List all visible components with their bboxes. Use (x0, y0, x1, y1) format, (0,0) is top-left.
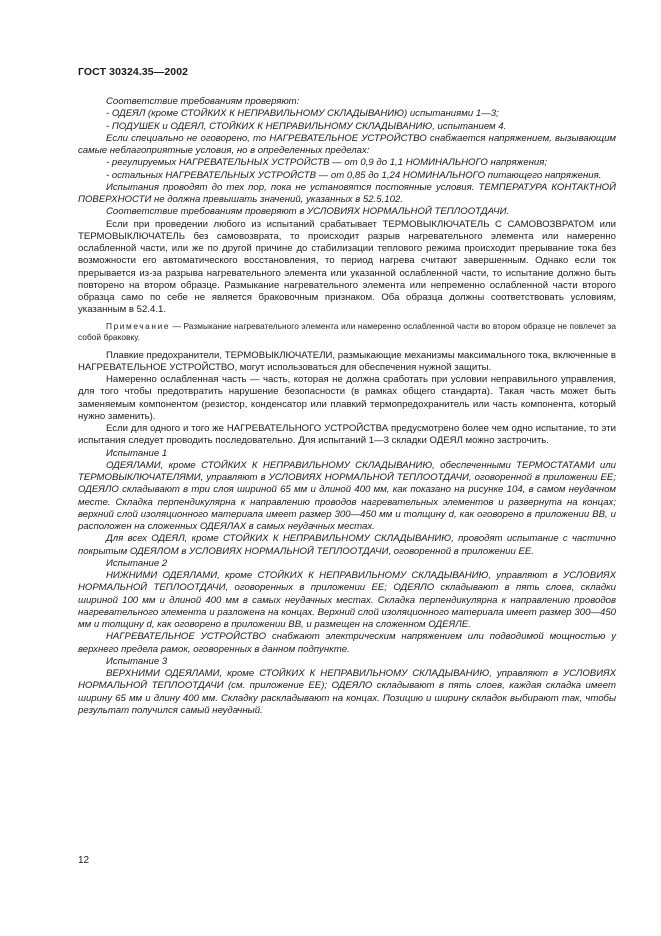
test-heading: Испытание 3 (106, 655, 168, 667)
body-text (78, 96, 616, 717)
paragraph: - регулируемых НАГРЕВАТЕЛЬНЫХ УСТРОЙСТВ — от 0,9 до 1,1 НОМИНАЛЬНОГО напряжения; (106, 157, 547, 169)
paragraph: - ПОДУШЕК и ОДЕЯЛ, СТОЙКИХ К НЕПРАВИЛЬНОМУ СКЛАДЫВАНИЮ, испытанием 4. (106, 120, 507, 132)
test-heading: Испытание 1 (106, 447, 168, 459)
note-text: — Размыкание нагревательного элемента или намеренно ослабленной части во втором образце не повлечет за собой браковку. (78, 320, 616, 343)
paragraph: Намеренно ослабленная часть — часть, которая не должна сработать при условии неправильного управления, для того чтобы предотвратить нарушение безопасности (в рамках общего стандарта). Такая часть может быть заменяемым компонентом (резистор, конденсатор или плавкий термопредохранитель или часть компонента, который нужно заменить). (78, 374, 616, 422)
page-number: 12 (78, 855, 90, 866)
paragraph: ВЕРХНИМИ ОДЕЯЛАМИ, кроме СТОЙКИХ К НЕПРАВИЛЬНОМУ СКЛАДЫВАНИЮ, управляют в УСЛОВИЯХ НОРМАЛЬНОЙ ТЕПЛООТДАЧИ (см. приложение ЕЕ); ОДЕЯЛО складывают в пять слоев, каждая складка имеет ширину 65 мм и длину 400 мм. Складку раскладывают на концах. Позицию и ширину складок выбирают так, чтобы результат получился самый неудачный. (78, 668, 616, 716)
note-label: Примечание (106, 320, 171, 331)
paragraph: Если при проведении любого из испытаний срабатывает ТЕРМОВЫКЛЮЧАТЕЛЬ С САМОВОЗВРАТОМ или ТЕРМОВЫКЛЮЧАТЕЛЬ без самовозврата, то происходит разрыв нагревательного элемента или намеренно ослабленной части, или же по другой причине до стабилизации теплового режима происходит прерывание тока без возможности его автоматического восстановления, то период нагрева считают завершенным. Однако если ток прерывается из-за разрыва нагревательного элемента или указанной ослабленной части, то испытание должно быть повторено на втором образце. Размыкание нагревательного элемента или непременно ослабленной части второго образца само по себе не является браковочным признаком. Оба образца должны соответствовать условиям, указанным в 52.4.1. (78, 218, 616, 316)
paragraph: Если специально не оговорено, то НАГРЕВАТЕЛЬНОЕ УСТРОЙСТВО снабжается напряжением, вызывающим самые неблагоприятные условия, но в определенных пределах: (78, 132, 616, 156)
test-heading: Испытание 2 (106, 557, 168, 569)
paragraph: Соответствие требованиям проверяют: (106, 96, 300, 107)
paragraph: ОДЕЯЛАМИ, кроме СТОЙКИХ К НЕПРАВИЛЬНОМУ СКЛАДЫВАНИЮ, обеспеченными ТЕРМОСТАТАМИ или ТЕРМОВЫКЛЮЧАТЕЛЯМИ, управляют в УСЛОВИЯХ НОРМАЛЬНОЙ ТЕПЛООТДАЧИ, оговоренной в приложении ЕЕ; ОДЕЯЛО складывают в три слоя шириной 65 мм и длиной 400 мм, как показано на рисунке 104, в самом неудачном месте. Складка перпендикулярна к направлению проводов нагревательных элементов и развернута на концах; верхний слой изоляционного материала имеет размер 300—450 мм и толщину d, как оговорено в приложении ВВ, и расположен на сложенных ОДЕЯЛАХ в самых неудачных местах. (78, 459, 616, 533)
standard-header: ГОСТ 30324.35—2002 (78, 66, 189, 78)
paragraph: Плавкие предохранители, ТЕРМОВЫКЛЮЧАТЕЛИ, размыкающие механизмы максимального тока, включенные в НАГРЕВАТЕЛЬНОЕ УСТРОЙСТВО, могут использоваться для обеспечения нужной защиты. (78, 349, 616, 373)
paragraph: Испытания проводят до тех пор, пока не установятся постоянные условия. ТЕМПЕРАТУРА КОНТАКТНОЙ ПОВЕРХНОСТИ не должна превышать значений, указанных в 52.5.102. (78, 181, 616, 205)
paragraph: - остальных НАГРЕВАТЕЛЬНЫХ УСТРОЙСТВ — от 0,85 до 1,24 НОМИНАЛЬНОГО питающего напряжения. (106, 169, 602, 181)
paragraph: Для всех ОДЕЯЛ, кроме СТОЙКИХ К НЕПРАВИЛЬНОМУ СКЛАДЫВАНИЮ, проводят испытание с частично покрытым ОДЕЯЛОМ в УСЛОВИЯХ НОРМАЛЬНОЙ ТЕПЛООТДАЧИ, оговоренной в приложении ЕЕ. (78, 533, 616, 557)
paragraph: НИЖНИМИ ОДЕЯЛАМИ, кроме СТОЙКИХ К НЕПРАВИЛЬНОМУ СКЛАДЫВАНИЮ, управляют в УСЛОВИЯХ НОРМАЛЬНОЙ ТЕПЛООТДАЧИ, оговоренных в приложении ЕЕ; ОДЕЯЛО складывают в пять слоев, складки шириной 100 мм и длиной 400 мм в самых неудачных местах. Складка перпендикулярна к направлению проводов нагревательного элемента и разложена на концах. Верхний слой изоляционного материала имеет размер 300—450 мм и толщину d, как оговорено в приложении ВВ, и размещен на сложенном ОДЕЯЛЕ. (78, 570, 616, 631)
paragraph: - ОДЕЯЛ (кроме СТОЙКИХ К НЕПРАВИЛЬНОМУ СКЛАДЫВАНИЮ) испытаниями 1—3; (106, 108, 499, 120)
paragraph: НАГРЕВАТЕЛЬНОЕ УСТРОЙСТВО снабжают электрическим напряжением или подводимой мощностью у верхнего предела рамок, оговоренных в данном подпункте. (78, 631, 616, 655)
paragraph: Если для одного и того же НАГРЕВАТЕЛЬНОГО УСТРОЙСТВА предусмотрено более чем одно испытание, то эти испытания следует проводить последовательно. Для испытаний 1—3 складки ОДЕЯЛ можно застрочить. (78, 423, 616, 447)
note (78, 321, 616, 344)
paragraph: Соответствие требованиям проверяют в УСЛОВИЯХ НОРМАЛЬНОЙ ТЕПЛООТДАЧИ. (106, 206, 510, 218)
